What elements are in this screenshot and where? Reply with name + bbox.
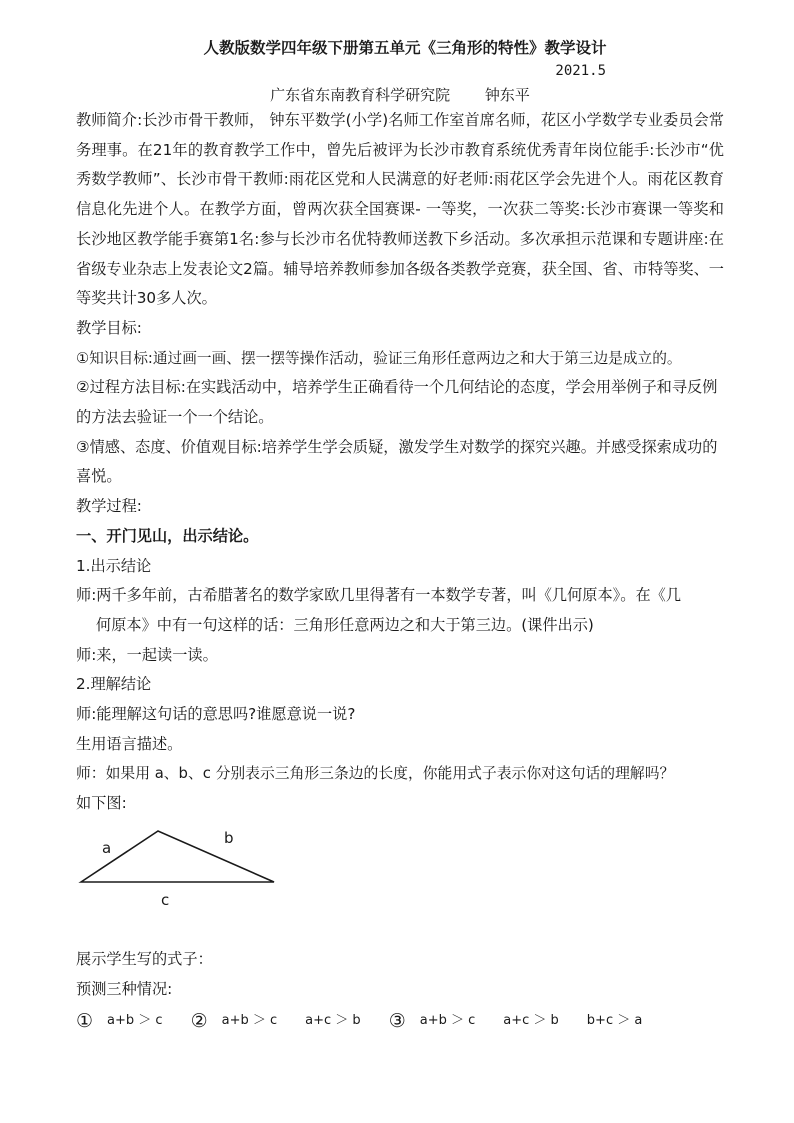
- case-number: ③: [388, 1010, 406, 1033]
- triangle-figure: [76, 825, 724, 945]
- document-title: 人教版数学四年级下册第五单元《三角形的特性》教学设计: [203, 39, 607, 57]
- goal-knowledge: ①知识目标:通过画一画、摆一摆等操作活动，验证三角形任意两边之和大于第三边是成立的。: [76, 349, 682, 367]
- student-line: 生用语言描述。: [76, 734, 183, 753]
- author-organization: 广东省东南教育科学研究院: [270, 86, 451, 104]
- document-page: [76, 38, 724, 1036]
- goal-process: ②过程方法目标:在实践活动中，培养学生正确看待一个几何结论的态度，学会用举例子和寻反例的方法去验证一个一个结论。: [76, 378, 718, 427]
- goals-heading: 教学目标:: [76, 318, 142, 337]
- case-expression: b+c ＞ a: [586, 1013, 643, 1029]
- teacher-line: 师:能理解这句话的意思吗?谁愿意说一说?: [76, 705, 356, 724]
- section-heading: 一、开门见山，出示结论。: [76, 526, 259, 545]
- teacher-line: 师:来，一起读一读。: [76, 645, 218, 664]
- case-expression: a+c ＞ b: [305, 1013, 361, 1029]
- case-expression: a+c ＞ b: [503, 1013, 559, 1029]
- side-label-a: a: [102, 838, 112, 857]
- author-name: 钟东平: [484, 86, 530, 104]
- side-label-c: c: [161, 890, 170, 909]
- teacher-line: 师：如果用 a、b、c 分别表示三角形三条边的长度，你能用式子表示你对这句话的理解吗？: [76, 765, 675, 783]
- case-number: ①: [76, 1010, 94, 1033]
- step-heading: 2.理解结论: [76, 675, 152, 694]
- teacher-intro: 教师简介:长沙市骨干教师， 钟东平数学(小学)名师工作室首席名师，花区小学数学专业委员会常务理事。在21年的教育教学工作中，曾先后被评为长沙市教育系统优秀青年岗位能手:长沙市“优秀数学教师”、长沙市骨干教师:雨花区党和人民满意的好老师:雨花区学会先进个人。雨花区教育信息化先进个人。在教学方面，曾两次获全国赛课- 一等奖，一次获二等奖:长沙市赛课一等奖和长沙地区教学能手赛第1名:参与长沙市名优特教师送教下乡活动。多次承担示范课和专题讲座:在省级专业杂志上发表论文2篇。辅导培养教师参加各级各类教学竞赛，获全国、省、市特等奖、一等奖共计30多人次。: [76, 111, 724, 308]
- predict-line: 预测三种情况:: [76, 979, 173, 998]
- case-number: ②: [190, 1010, 208, 1033]
- teacher-line-continued: 何原本》中有一句这样的话：三角形任意两边之和大于第三边。(课件出示): [96, 615, 594, 634]
- display-line: 展示学生写的式子：: [76, 949, 213, 968]
- process-heading: 教学过程:: [76, 497, 142, 516]
- document-date: 2021.5: [555, 63, 606, 79]
- step-heading: 1.出示结论: [76, 556, 152, 575]
- teacher-line: 师:两千多年前，古希腊著名的数学家欧几里得著有一本数学专著，叫《几何原本》。在《几: [76, 586, 682, 605]
- case-expression: a+b ＞ c: [107, 1013, 163, 1029]
- author-line: [76, 84, 724, 106]
- goal-emotion: ③情感、态度、价值观目标:培养学生学会质疑，激发学生对数学的探究兴趣。并感受探索成功的喜悦。: [76, 437, 718, 486]
- predicted-cases: [76, 1006, 724, 1036]
- figure-intro: 如下图:: [76, 794, 127, 813]
- case-expression: a+b ＞ c: [221, 1013, 278, 1029]
- case-expression: a+b ＞ c: [419, 1013, 476, 1029]
- side-label-b: b: [224, 828, 234, 847]
